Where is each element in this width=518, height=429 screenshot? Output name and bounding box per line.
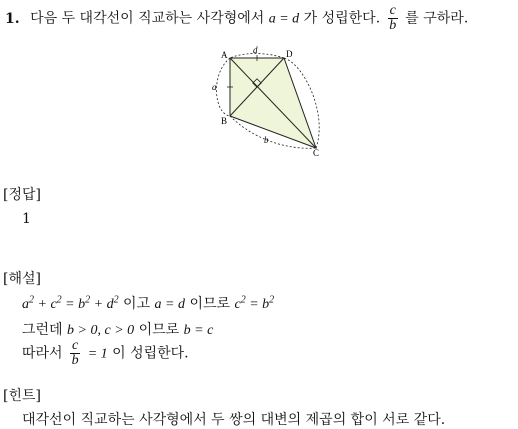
solution-line-1 <box>22 293 274 313</box>
vertex-label-a: A <box>221 50 228 60</box>
solution-fraction <box>70 339 80 368</box>
side-label-d: d <box>253 45 258 55</box>
vertex-label-d: D <box>286 49 293 59</box>
solution-line3-text2: 이 성립한다. <box>112 345 189 362</box>
solution-eq-1: $a^2 + c^2 = b^2 + d^2$ <box>22 294 119 312</box>
fraction-denominator: b <box>389 18 397 33</box>
solution-line-2 <box>22 319 213 339</box>
solution-line3-eq: = 1 <box>87 346 108 362</box>
problem-condition: a = d <box>268 11 300 27</box>
solution-line-3 <box>22 339 189 368</box>
problem-statement <box>5 4 515 33</box>
solution-label: [해설] <box>3 271 41 287</box>
solution-line2-result: b = c <box>183 323 214 338</box>
side-label-b: b <box>264 135 269 145</box>
quadrilateral-figure <box>206 44 326 156</box>
solution-line3-text: 따라서 <box>22 345 63 362</box>
fraction-numerator: c <box>389 3 396 18</box>
problem-fraction <box>388 4 398 33</box>
solution-line1-cond: a = d <box>154 297 185 312</box>
problem-text-before: 다음 두 대각선이 직교하는 사각형에서 <box>30 10 265 27</box>
answer-label: [정답] <box>3 187 41 203</box>
hint-text: 대각선이 직교하는 사각형에서 두 쌍의 대변의 제곱의 합이 서로 같다. <box>22 412 446 428</box>
answer-value: 1 <box>22 211 31 227</box>
solution-frac-den: b <box>71 353 79 368</box>
problem-text-after: 를 구하라. <box>405 10 469 27</box>
side-label-a: a <box>212 82 217 92</box>
hint-label: [힌트] <box>3 388 41 404</box>
solution-frac-num: c <box>72 338 79 353</box>
solution-line1-text2: 이므로 <box>189 296 231 312</box>
solution-line2-text2: 이므로 <box>138 322 180 338</box>
solution-eq-2: $c^2 = b^2$ <box>234 294 275 312</box>
solution-line2-cond: b > 0, c > 0 <box>67 323 135 338</box>
vertex-label-b: B <box>221 116 228 126</box>
problem-text-middle: 가 성립한다. <box>303 10 381 27</box>
vertex-label-c: C <box>313 148 320 156</box>
problem-number: 1. <box>5 10 20 27</box>
solution-line2-text: 그런데 <box>22 322 63 338</box>
solution-line1-text: 이고 <box>123 296 151 312</box>
